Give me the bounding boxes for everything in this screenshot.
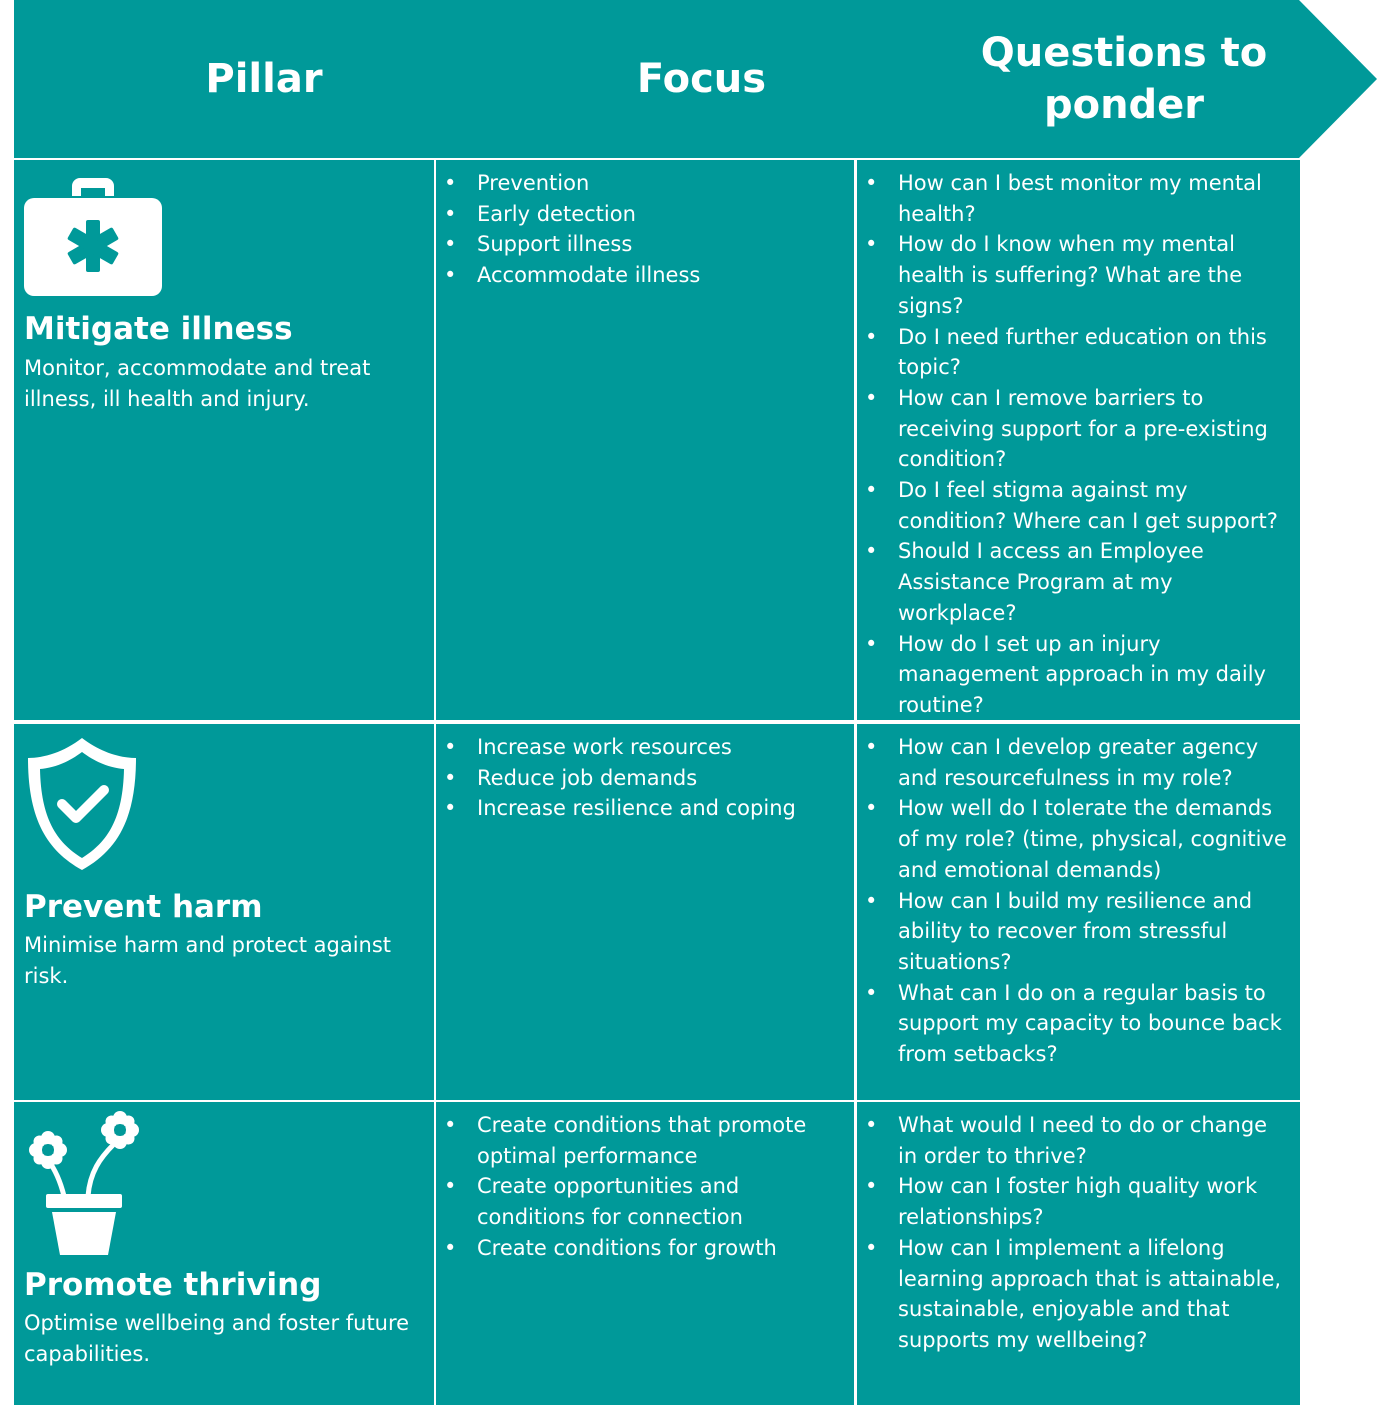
questions-list [857, 168, 1292, 721]
flower-pot-icon [24, 1110, 140, 1255]
question-item: • How can I implement a lifelong learning approach that is attainable, sustainable, enjoyable and that supports my wellbeing? [857, 1233, 1292, 1356]
question-item: • How can I develop greater agency and resourcefulness in my role? [857, 732, 1292, 793]
focus-list [436, 732, 846, 824]
question-item: • Do I need further education on this topic? [857, 322, 1292, 383]
question-item: • How can I remove barriers to receiving support for a pre-existing condition? [857, 383, 1292, 475]
focus-item: • Create conditions that promote optimal performance [436, 1110, 846, 1171]
focus-item: • Support illness [436, 229, 846, 260]
pillar-title: Prevent harm [24, 889, 263, 925]
pillar-description: Monitor, accommodate and treat illness, ill health and injury. [24, 356, 371, 411]
question-item: • What would I need to do or change in order to thrive? [857, 1110, 1292, 1171]
pillar-title: Promote thriving [24, 1267, 322, 1303]
pillar-cell-promote-thriving [14, 1102, 434, 1405]
focus-list [436, 1110, 846, 1264]
question-item: • What can I do on a regular basis to support my capacity to bounce back from setbacks? [857, 978, 1292, 1070]
pillar-cell-prevent-harm [14, 724, 434, 1100]
question-item: • Do I feel stigma against my condition? Where can I get support? [857, 475, 1292, 536]
question-item: • How can I foster high quality work relationships? [857, 1171, 1292, 1232]
question-item: • Should I access an Employee Assistance Program at my workplace? [857, 536, 1292, 628]
focus-item: • Early detection [436, 199, 846, 230]
shield-check-icon [24, 734, 140, 874]
focus-item: • Prevention [436, 168, 846, 199]
pillar-description: Optimise wellbeing and foster future capabilities. [24, 1311, 410, 1366]
question-item: • How do I know when my mental health is suffering? What are the signs? [857, 229, 1292, 321]
questions-cell-prevent-harm [857, 724, 1300, 1100]
focus-item: • Increase work resources [436, 732, 846, 763]
focus-cell-mitigate-illness [436, 160, 854, 720]
focus-item: • Create conditions for growth [436, 1233, 846, 1264]
header-arrow [14, 0, 1379, 158]
header-pillar: Pillar [205, 56, 323, 102]
pillar-title: Mitigate illness [24, 311, 293, 347]
focus-item: • Accommodate illness [436, 260, 846, 291]
focus-item: • Reduce job demands [436, 763, 846, 794]
focus-cell-promote-thriving [436, 1102, 854, 1405]
medical-kit-icon [24, 178, 162, 296]
focus-cell-prevent-harm [436, 724, 854, 1100]
questions-list [857, 732, 1292, 1070]
questions-cell-promote-thriving [857, 1102, 1300, 1405]
header-questions [874, 0, 1374, 158]
question-item: • How do I set up an injury management approach in my daily routine? [857, 629, 1292, 721]
focus-item: • Increase resilience and coping [436, 793, 846, 824]
focus-list [436, 168, 846, 291]
question-item: • How well do I tolerate the demands of my role? (time, physical, cognitive and emotional demands) [857, 793, 1292, 885]
questions-list [857, 1110, 1292, 1356]
pillar-description: Minimise harm and protect against risk. [24, 933, 392, 988]
question-item: • How can I best monitor my mental health? [857, 168, 1292, 229]
header-questions-text: Questions to ponder [980, 30, 1268, 128]
pillar-cell-mitigate-illness [14, 160, 434, 720]
focus-item: • Create opportunities and conditions for connection [436, 1171, 846, 1232]
header-focus: Focus [636, 56, 767, 102]
questions-cell-mitigate-illness [857, 160, 1300, 720]
question-item: • How can I build my resilience and ability to recover from stressful situations? [857, 886, 1292, 978]
